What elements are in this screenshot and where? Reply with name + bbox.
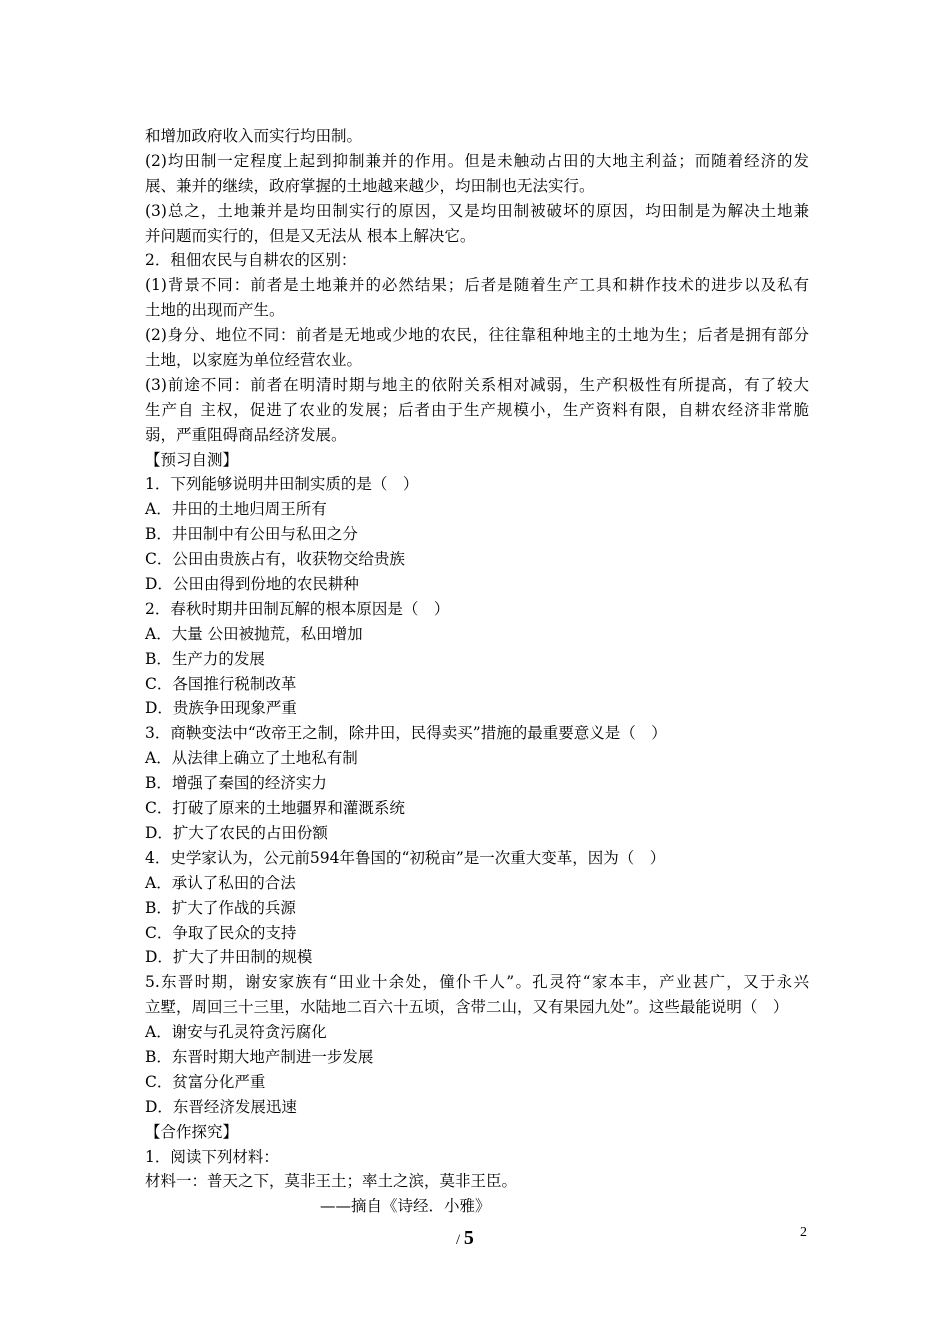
question-stem: 立墅，周回三十三里，水陆地二百六十五顷，含带二山，又有果园九处”。这些最能说明（ ） — [145, 998, 789, 1017]
document-body — [145, 124, 809, 1219]
page-number: 2 — [800, 1225, 807, 1240]
text-line: 2．租佃农民与自耕农的区别： — [145, 251, 357, 270]
section-heading: 【预习自测】 — [145, 450, 239, 469]
question-stem: 3．商鞅变法中“改帝王之制，除井田，民得卖买”措施的最重要意义是（ ） — [145, 724, 667, 743]
text-line: 土地，以家庭为单位经营农业。 — [145, 351, 363, 370]
answer-option: C．争取了民众的支持 — [145, 923, 297, 942]
text-line: (3)总之，土地兼并是均田制实行的原因，又是均田制被破坏的原因，均田制是为解决土地兼 — [145, 201, 809, 220]
answer-option: B．生产力的发展 — [145, 649, 265, 668]
answer-option: B．扩大了作战的兵源 — [145, 898, 296, 917]
text-line: (2)均田制一定程度上起到抑制兼并的作用。但是未触动占田的大地主利益；而随着经济的发 — [145, 151, 809, 170]
question-stem: 1．下列能够说明井田制实质的是（ ） — [145, 475, 419, 494]
answer-option: A．从法律上确立了土地私有制 — [145, 749, 358, 768]
answer-option: B．增强了秦国的经济实力 — [145, 774, 327, 793]
answer-option: B．东晋时期大地产制进一步发展 — [145, 1047, 374, 1066]
text-line: 和增加政府收入而实行均田制。 — [145, 127, 363, 145]
page-total — [456, 1227, 474, 1250]
answer-option: A．承认了私田的合法 — [145, 873, 296, 892]
answer-option: A．谢安与孔灵符贪污腐化 — [145, 1023, 327, 1042]
answer-option: A．大量 公田被抛荒，私田增加 — [145, 624, 363, 643]
question-stem: 5.东晋时期，谢安家族有“田业十余处，僮仆千人”。孔灵符“家本丰，产业甚广，又于永兴 — [145, 973, 809, 992]
answer-option: C．贫富分化严重 — [145, 1072, 266, 1091]
answer-option: C．打破了原来的土地疆界和灌溉系统 — [145, 799, 405, 818]
page-slash: / — [456, 1232, 461, 1248]
answer-option: D．贵族争田现象严重 — [145, 699, 297, 718]
answer-option: A．井田的土地归周王所有 — [145, 500, 327, 519]
text-line: 展、兼并的继续，政府掌握的土地越来越少，均田制也无法实行。 — [145, 176, 595, 195]
answer-option: B．井田制中有公田与私田之分 — [145, 525, 358, 544]
text-line: 弱，严重阻碍商品经济发展。 — [145, 425, 347, 444]
text-line: 并问题而实行的，但是又无法从 根本上解决它。 — [145, 226, 476, 245]
question-stem: 1．阅读下列材料： — [145, 1147, 279, 1166]
text-line: (1)背景不同：前者是土地兼并的必然结果；后者是随着生产工具和耕作技术的进步以及私有 — [145, 276, 809, 295]
text-line: 生产自 主权，促进了农业的发展；后者由于生产规模小，生产资料有限，自耕农经济非常脆 — [145, 400, 809, 419]
material-quote: 材料一：普天之下，莫非王土；率土之滨，莫非王臣。 — [145, 1172, 518, 1191]
text-line: (3)前途不同：前者在明清时期与地主的依附关系相对减弱，生产积极性有所提高，有了较大 — [145, 375, 809, 394]
answer-option: D．公田由得到份地的农民耕种 — [145, 575, 359, 594]
answer-option: D．东晋经济发展迅速 — [145, 1097, 297, 1116]
section-heading: 【合作探究】 — [145, 1122, 239, 1141]
answer-option: D．扩大了农民的占田份额 — [145, 823, 328, 842]
answer-option: D．扩大了井田制的规模 — [145, 948, 313, 967]
text-line: (2)身分、地位不同：前者是无地或少地的农民，往往靠租种地主的土地为生；后者是拥有部分 — [145, 326, 809, 345]
question-stem: 2．春秋时期井田制瓦解的根本原因是（ ） — [145, 599, 450, 618]
answer-option: C．公田由贵族占有，收获物交给贵族 — [145, 550, 405, 569]
answer-option: C．各国推行税制改革 — [145, 674, 297, 693]
text-line: 土地的出现而产生。 — [145, 301, 285, 320]
question-stem: 4．史学家认为，公元前594年鲁国的“初税亩”是一次重大变革，因为（ ） — [145, 848, 666, 867]
quote-attribution: ——摘自《诗经．小雅》 — [320, 1197, 491, 1216]
total-pages: 5 — [463, 1227, 474, 1249]
